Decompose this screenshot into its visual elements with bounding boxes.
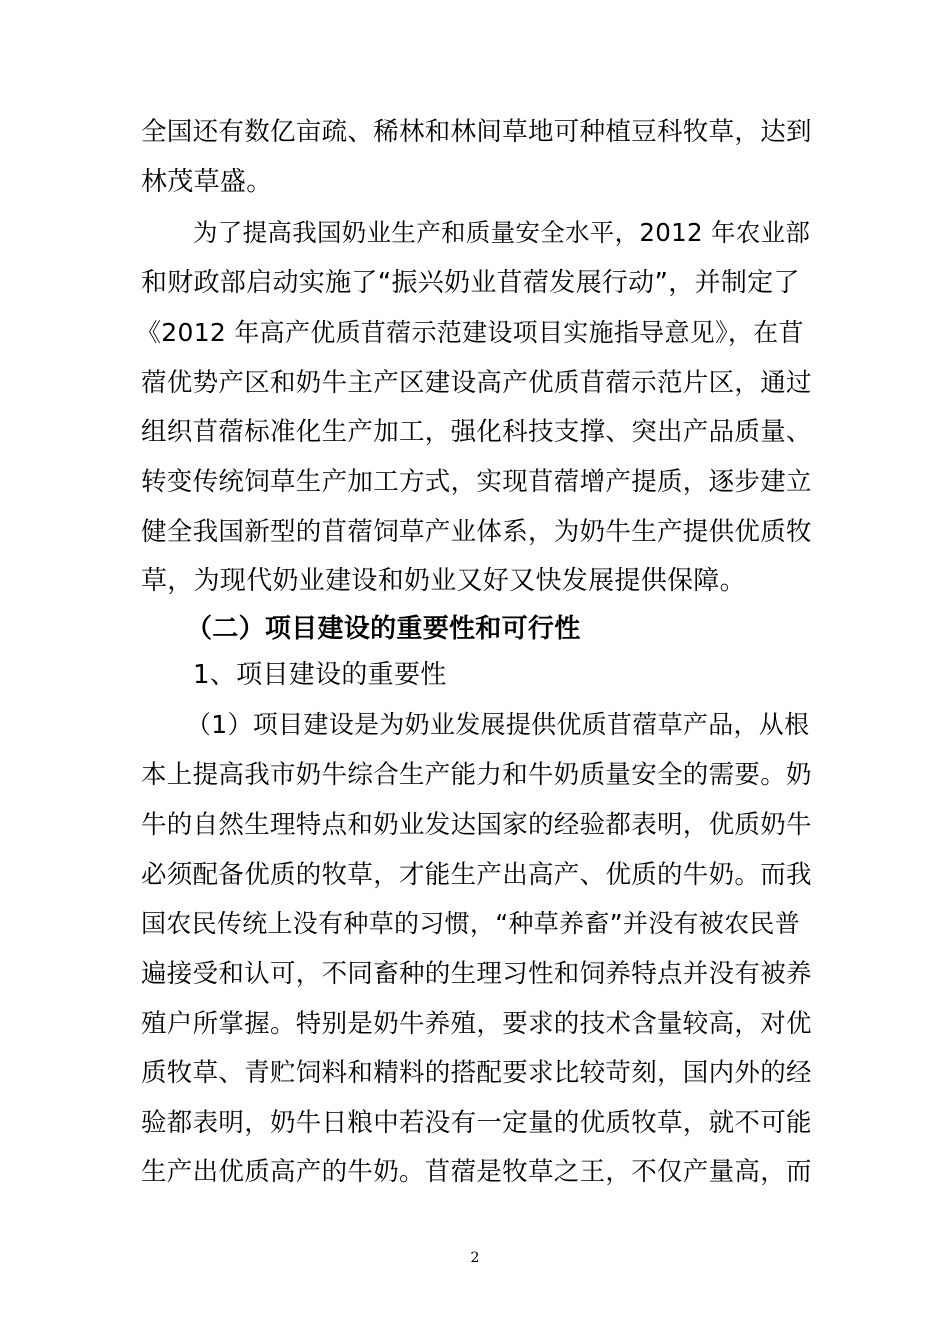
paragraph-line: 必须配备优质的牧草，才能生产出高产、优质的牛奶。而我 <box>141 860 812 890</box>
paragraph-line: 《2012 年高产优质苜蓿示范建设项目实施指导意见》，在苜 <box>136 318 804 347</box>
paragraph-line: 全国还有数亿亩疏、稀林和林间草地可种植豆科牧草，达到 <box>141 117 812 147</box>
paragraph-line: 国农民传统上没有种草的习惯，“种草养畜”并没有被农民普 <box>141 909 801 938</box>
paragraph-line: 林茂草盛。 <box>141 167 273 197</box>
paragraph-line: 蓿优势产区和奶牛主产区建设高产优质苜蓿示范片区，通过 <box>141 368 812 398</box>
paragraph-line: 和财政部启动实施了“振兴奶业苜蓿发展行动”，并制定了 <box>141 268 800 298</box>
paragraph-line: 生产出优质高产的牛奶。苜蓿是牧草之王，不仅产量高，而 <box>141 1157 812 1187</box>
page-number: 2 <box>470 1250 480 1266</box>
paragraph-line: 组织苜蓿标准化生产加工，强化科技支撑、突出产品质量、 <box>141 417 812 447</box>
paragraph-line: 牛的自然生理特点和奶业发达国家的经验都表明，优质奶牛 <box>141 810 812 840</box>
paragraph-line: 转变传统饲草生产加工方式，实现苜蓿增产提质，逐步建立 <box>141 467 812 497</box>
paragraph-line: 为了提高我国奶业生产和质量安全水平，2012 年农业部 <box>193 218 811 247</box>
paragraph-line: 验都表明，奶牛日粮中若没有一定量的优质牧草，就不可能 <box>141 1108 812 1138</box>
paragraph-line: 本上提高我市奶牛综合生产能力和牛奶质量安全的需要。奶 <box>141 760 812 790</box>
paragraph-line: 质牧草、青贮饲料和精料的搭配要求比较苛刻，国内外的经 <box>141 1058 812 1088</box>
paragraph-line: （1）项目建设是为奶业发展提供优质苜蓿草产品，从根 <box>186 710 810 739</box>
paragraph-line: 草，为现代奶业建设和奶业又好又快发展提供保障。 <box>141 566 746 596</box>
paragraph-line: 遍接受和认可，不同畜种的生理习性和饲养特点并没有被养 <box>141 959 812 989</box>
section-heading: （二）项目建设的重要性和可行性 <box>186 614 581 644</box>
paragraph-line: 殖户所掌握。特别是奶牛养殖，要求的技术含量较高，对优 <box>141 1009 812 1039</box>
paragraph-line: 健全我国新型的苜蓿饲草产业体系，为奶牛生产提供优质牧 <box>141 517 812 547</box>
subsection-heading: 1、项目建设的重要性 <box>193 660 447 690</box>
